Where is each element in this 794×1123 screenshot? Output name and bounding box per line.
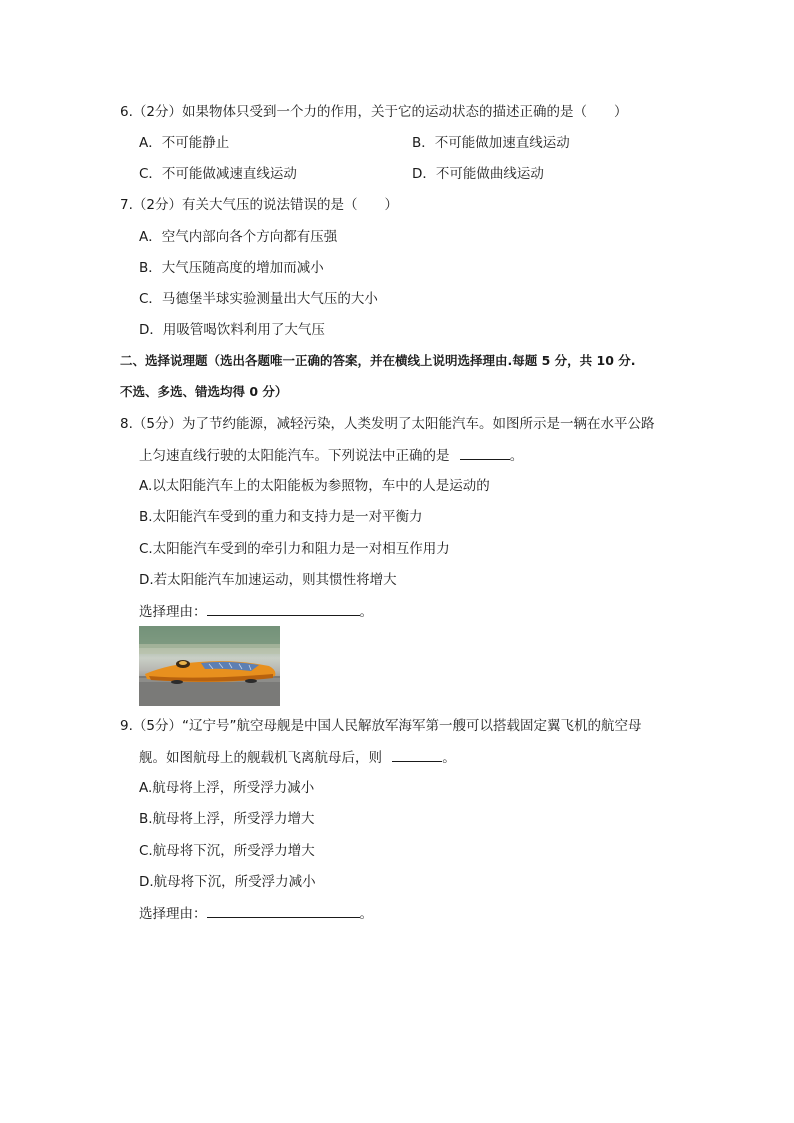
q9-option-a: A.航母将上浮，所受浮力减小: [139, 780, 315, 796]
q6-option-a: A．不可能静止: [139, 135, 230, 151]
q8-stem-line2: [139, 446, 523, 465]
q6-option-b: B．不可能做加速直线运动: [412, 135, 570, 151]
section-heading-line2: 不选、多选、错选均得 0 分）: [120, 384, 288, 399]
q9-stem-end: 。: [442, 750, 456, 766]
section-heading-line1: 二、选择说理题（选出各题唯一正确的答案，并在横线上说明选择理由.每题 5 分，共 10 分.: [120, 353, 636, 368]
q9-option-b: B.航母将上浮，所受浮力增大: [139, 811, 315, 827]
q8-reason-end: 。: [359, 604, 373, 620]
q7-option-d: D．用吸管喝饮料利用了大气压: [139, 322, 325, 338]
q8-option-c: C.太阳能汽车受到的牵引力和阻力是一对相互作用力: [139, 541, 450, 557]
q7-option-b: B．大气压随高度的增加而减小: [139, 260, 324, 276]
q7-stem: 7.（2分）有关大气压的说法错误的是（ ）: [120, 197, 398, 213]
q9-option-d: D.航母将下沉，所受浮力减小: [139, 874, 316, 890]
q9-stem-line2: [139, 748, 456, 767]
solar-car-image: [139, 626, 280, 706]
q8-answer-blank[interactable]: [460, 446, 510, 460]
q9-stem-text: 舰。如图航母上的舰载机飞离航母后，则: [139, 750, 382, 766]
q9-stem-line1: 9.（5分）“辽宁号”航空母舰是中国人民解放军海军第一艘可以搭载固定翼飞机的航空母: [120, 718, 642, 734]
q6-option-d: D．不可能做曲线运动: [412, 166, 544, 182]
q9-option-c: C.航母将下沉，所受浮力增大: [139, 843, 315, 859]
q8-reason-blank[interactable]: [207, 602, 360, 616]
q8-stem-text: 上匀速直线行驶的太阳能汽车。下列说法中正确的是: [139, 448, 450, 464]
q7-option-c: C．马德堡半球实验测量出大气压的大小: [139, 291, 378, 307]
q9-reason: [139, 904, 373, 923]
q6-stem: 6.（2分）如果物体只受到一个力的作用，关于它的运动状态的描述正确的是（ ）: [120, 104, 628, 120]
q9-answer-blank[interactable]: [392, 748, 442, 762]
q8-stem-line1: 8.（5分）为了节约能源，减轻污染，人类发明了太阳能汽车。如图所示是一辆在水平公路: [120, 416, 655, 432]
q8-option-a: A.以太阳能汽车上的太阳能板为参照物，车中的人是运动的: [139, 478, 490, 494]
q8-reason-label: 选择理由：: [139, 604, 207, 620]
q9-reason-label: 选择理由：: [139, 906, 207, 922]
q7-option-a: A．空气内部向各个方向都有压强: [139, 229, 338, 245]
q9-reason-end: 。: [359, 906, 373, 922]
q8-stem-end: 。: [509, 448, 524, 464]
q9-reason-blank[interactable]: [207, 904, 360, 918]
q6-option-c: C．不可能做减速直线运动: [139, 166, 297, 182]
solar-car-illustration: [139, 626, 280, 706]
q8-option-b: B.太阳能汽车受到的重力和支持力是一对平衡力: [139, 509, 423, 525]
q8-option-d: D.若太阳能汽车加速运动，则其惯性将增大: [139, 572, 397, 588]
q8-reason: [139, 602, 373, 621]
